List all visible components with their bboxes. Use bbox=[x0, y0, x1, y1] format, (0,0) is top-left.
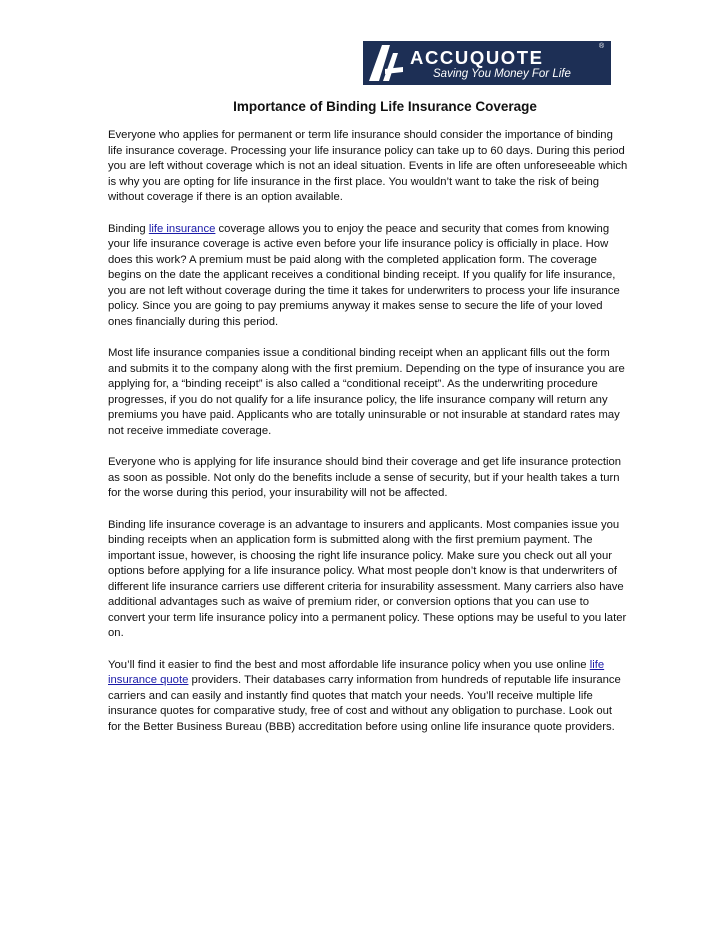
paragraph-2 bbox=[108, 222, 628, 331]
paragraph-6-text-after: providers. Their databases carry information from hundreds of reputable life insurance carriers and can easily and instantly find quotes that match your needs. You’ll receive multiple life insurance quotes for comparative study, free of cost and without any obligation to purchase. Look out for the Better Business Bureau (BBB) accreditation before using online life insurance quote providers. bbox=[108, 674, 621, 733]
life-insurance-quote-link[interactable]: life insurance quote bbox=[108, 658, 605, 686]
document-title: Importance of Binding Life Insurance Coverage bbox=[233, 99, 537, 114]
accuquote-logo bbox=[363, 41, 611, 85]
logo-brand-name: ACCUQUOTE bbox=[410, 47, 544, 68]
logo-tagline: Saving You Money For Life bbox=[433, 68, 571, 80]
paragraph-5: Binding life insurance coverage is an advantage to insurers and applicants. Most companies issue you binding receipts when an application form is submitted along with the first premium payment. The important issue, however, is choosing the right life insurance policy. Make sure you check out all your options before applying for a life insurance policy. What most people don’t know is that underwriters of different life insurance carriers use different criteria for insurability assessment. Many carriers also have additional advantages such as waive of premium rider, or conversion options that you can use to convert your term life insurance policy into a permanent policy. These options may be useful to you later on. bbox=[108, 518, 627, 639]
paragraph-4: Everyone who is applying for life insurance should bind their coverage and get life insurance protection as soon as possible. Not only do the benefits include a sense of security, but if your health takes a turn for the worse during this period, your insurability will not be affected. bbox=[108, 456, 622, 499]
paragraph-6 bbox=[108, 658, 628, 736]
document-body bbox=[108, 128, 628, 751]
paragraph-6-text-before: You’ll find it easier to find the best and most affordable life insurance policy when you use online bbox=[108, 658, 590, 671]
accuquote-a-mark-icon bbox=[363, 41, 411, 85]
paragraph-2-text-before: Binding bbox=[108, 222, 149, 235]
paragraph-3: Most life insurance companies issue a conditional binding receipt when an applicant fills out the form and submits it to the company along with the first premium. Depending on the type of insurance you are applying for, a “binding receipt” is also called a “conditional receipt”. As the underwriting procedure progresses, if you do not qualify for a life insurance policy, the life insurance company will return any premiums you have paid. Applicants who are totally uninsurable or not insurable at standard rates may not receive immediate coverage. bbox=[108, 347, 625, 437]
paragraph-1: Everyone who applies for permanent or term life insurance should consider the importance of binding life insurance coverage. Processing your life insurance policy can take up to 60 days. During this period you are left without coverage which is not an ideal situation. Events in life are often unforeseeable which is why you are opting for life insurance in the first place. You wouldn’t want to take the risk of being without coverage if there is an option available. bbox=[108, 129, 628, 203]
life-insurance-link[interactable]: life insurance bbox=[148, 222, 216, 235]
logo-registered-mark: ® bbox=[599, 43, 605, 50]
paragraph-2-text-after: coverage allows you to enjoy the peace and security that comes from knowing your life insurance coverage is active even before your life insurance policy is officially in place. How does this work? A premium must be paid along with the completed application form. The coverage begins on the date the applicant receives a conditional binding receipt. If you qualify for life insurance, you are not left without coverage during the time it takes for underwriters to process your life insurance policy. Since you are going to pay premiums anyway it makes sense to secure the life of your loved ones financially during this period. bbox=[108, 222, 620, 328]
